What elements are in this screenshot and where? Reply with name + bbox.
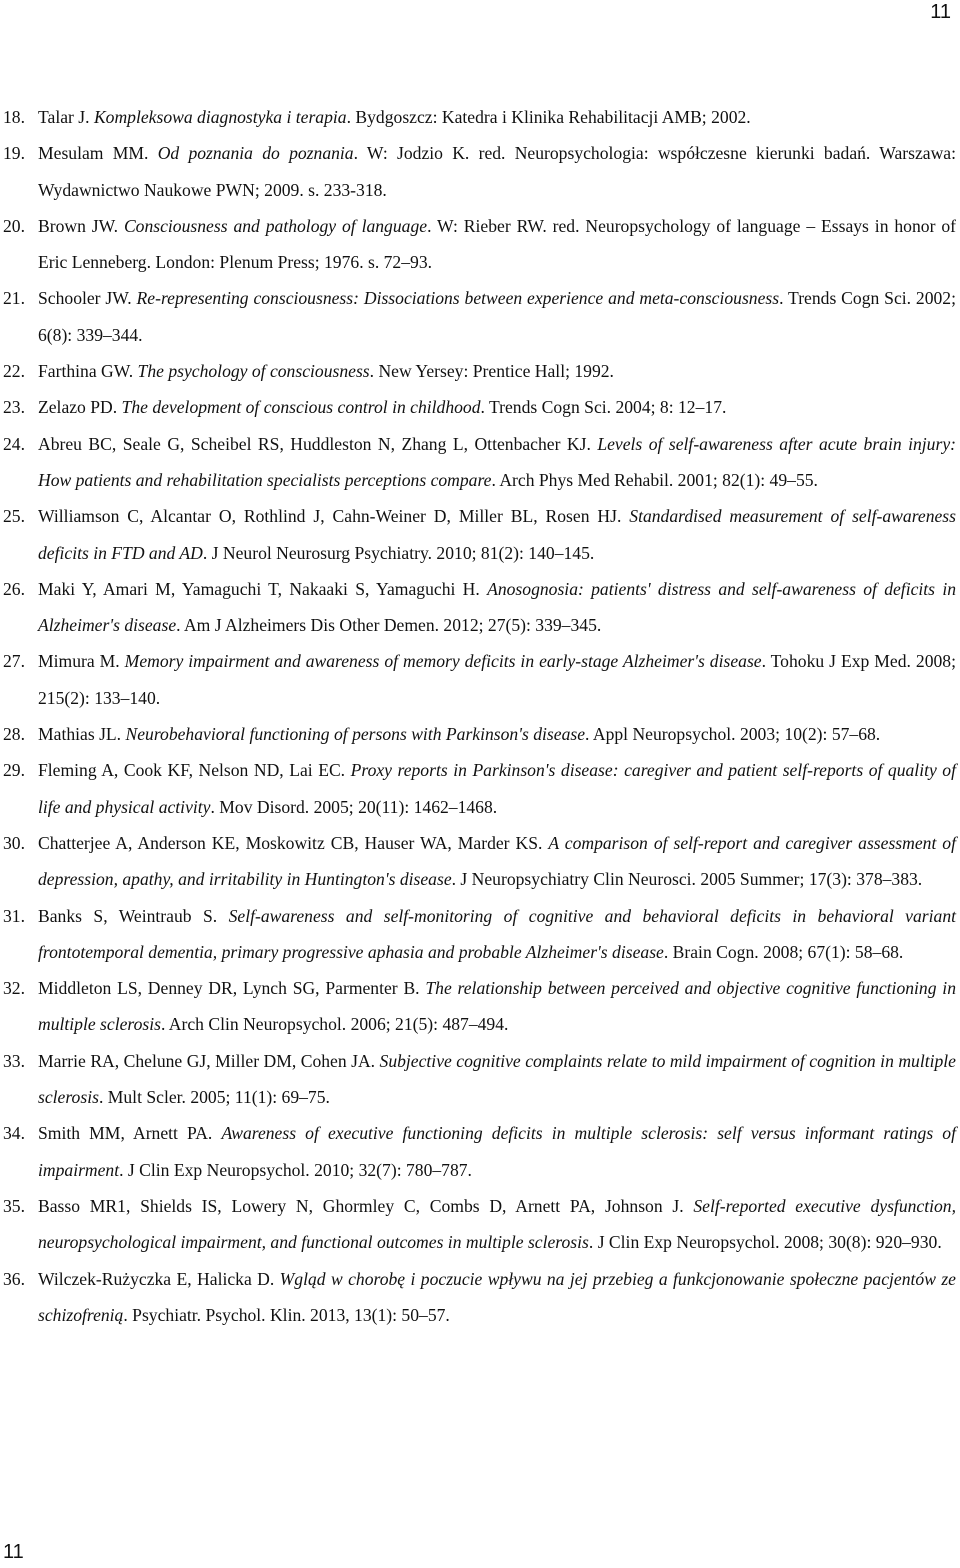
reference-number: 30. [3, 832, 25, 853]
reference-item [0, 208, 956, 281]
reference-source: . Am J Alzheimers Dis Other Demen. 2012; 27(5): 339–345. [176, 615, 602, 636]
reference-number: 21. [3, 288, 25, 309]
reference-title: Od poznania do poznania [157, 143, 354, 164]
reference-authors: Basso MR1, Shields IS, Lowery N, Ghormley C, Combs D, Arnett PA, Johnson J. [38, 1195, 694, 1216]
reference-title: The psychology of consciousness [137, 361, 370, 382]
reference-title: Consciousness and pathology of language [123, 215, 428, 236]
reference-item [0, 1043, 956, 1116]
reference-number: 24. [3, 433, 25, 454]
page-number-bottom: 11 [3, 1541, 24, 1563]
reference-item [0, 970, 956, 1043]
reference-title: Neurobehavioral functioning of persons with Parkinson's disease [125, 724, 586, 745]
reference-item [0, 135, 956, 208]
reference-authors: Maki Y, Amari M, Yamaguchi T, Nakaaki S, Yamaguchi H. [38, 578, 488, 599]
reference-source: . W: Rieber RW. red. Neuropsychology of language – Essays in honor of Eric Lenneberg. London: Plenum Press; 1976. s. 72–93. [38, 215, 956, 273]
reference-title: Awareness of executive functioning deficits in multiple sclerosis: self versus informant ratings of impairment [38, 1123, 956, 1180]
reference-number: 34. [3, 1123, 25, 1144]
reference-source: . Arch Clin Neuropsychol. 2006; 21(5): 487–494. [160, 1014, 509, 1035]
reference-authors: Mesulam MM. [38, 143, 158, 164]
reference-authors: Williamson C, Alcantar O, Rothlind J, Cahn-Weiner D, Miller BL, Rosen HJ. [38, 506, 630, 527]
reference-authors: Brown JW. [38, 215, 124, 236]
reference-source: . Psychiatr. Psychol. Klin. 2013, 13(1): 50–57. [123, 1304, 450, 1325]
reference-title: The relationship between perceived and objective cognitive functioning in multiple sclerosis [38, 978, 956, 1035]
reference-number: 28. [3, 724, 25, 745]
reference-title: Standardised measurement of self-awareness deficits in FTD and AD [38, 506, 956, 563]
reference-number: 27. [3, 651, 25, 672]
reference-authors: Wilczek-Rużyczka E, Halicka D. [38, 1268, 280, 1289]
reference-number: 22. [3, 361, 25, 382]
reference-source: . J Neurol Neurosurg Psychiatry. 2010; 81(2): 140–145. [202, 542, 595, 563]
reference-number: 36. [3, 1268, 25, 1289]
reference-authors: Abreu BC, Seale G, Scheibel RS, Huddleston N, Zhang L, Ottenbacher KJ. [38, 433, 598, 454]
reference-item [0, 498, 956, 571]
reference-authors: Chatterjee A, Anderson KE, Moskowitz CB, Hauser WA, Marder KS. [38, 832, 549, 853]
reference-number: 35. [3, 1195, 25, 1216]
reference-source: . Tohoku J Exp Med. 2008; 215(2): 133–140. [38, 651, 956, 708]
reference-number: 20. [3, 215, 25, 236]
reference-number: 32. [3, 978, 25, 999]
reference-title: Memory impairment and awareness of memory deficits in early-stage Alzheimer's disease [124, 651, 762, 672]
reference-title: Kompleksowa diagnostyka i terapia [93, 107, 347, 127]
reference-list [0, 99, 956, 1333]
reference-number: 26. [3, 578, 25, 599]
reference-authors: Fleming A, Cook KF, Nelson ND, Lai EC. [38, 760, 351, 781]
reference-title: Wgląd w chorobę i poczucie wpływu na jej przebieg a funkcjonowanie społeczne pacjentów ze schizofrenią [38, 1268, 956, 1325]
reference-source: . Mult Scler. 2005; 11(1): 69–75. [98, 1087, 330, 1108]
reference-item [0, 99, 956, 135]
reference-title: The development of conscious control in childhood [121, 397, 481, 418]
reference-authors: Marrie RA, Chelune GJ, Miller DM, Cohen JA. [38, 1050, 380, 1071]
reference-source: . W: Jodzio K. red. Neuropsychologia: współczesne kierunki badań. Warszawa: Wydawnictwo Naukowe PWN; 2009. s. 233-318. [38, 143, 956, 200]
reference-source: . Trends Cogn Sci. 2004; 8: 12–17. [480, 397, 727, 418]
reference-number: 19. [3, 143, 25, 164]
reference-source: . Trends Cogn Sci. 2002; 6(8): 339–344. [38, 288, 956, 345]
reference-source: . New Yersey: Prentice Hall; 1992. [369, 361, 614, 382]
reference-number: 29. [3, 760, 25, 781]
reference-source: . Arch Phys Med Rehabil. 2001; 82(1): 49–55. [491, 469, 818, 490]
reference-number: 33. [3, 1050, 25, 1071]
reference-title: Self-awareness and self-monitoring of cognitive and behavioral deficits in behavioral variant frontotemporal dementia, primary progressive aphasia and probable Alzheimer's disease [38, 905, 957, 962]
reference-number: 25. [3, 506, 25, 527]
reference-authors: Banks S, Weintraub S. [38, 905, 229, 926]
reference-item [0, 752, 956, 825]
reference-source: . J Neuropsychiatry Clin Neurosci. 2005 Summer; 17(3): 378–383. [451, 869, 923, 890]
reference-title: Subjective cognitive complaints relate to mild impairment of cognition in multiple sclerosis [38, 1050, 956, 1108]
reference-item [0, 825, 956, 898]
reference-authors: Middleton LS, Denney DR, Lynch SG, Parmenter B. [38, 978, 426, 999]
reference-item [0, 280, 956, 353]
reference-source: . Brain Cogn. 2008; 67(1): 58–68. [663, 941, 904, 962]
reference-title: Proxy reports in Parkinson's disease: caregiver and patient self-reports of quality of life and physical activity [38, 760, 956, 817]
reference-item [0, 1261, 956, 1334]
reference-item [0, 353, 956, 389]
reference-item [0, 643, 956, 716]
reference-item [0, 1115, 956, 1188]
reference-title: Self-reported executive dysfunction, neuropsychological impairment, and functional outcomes in multiple sclerosis [38, 1195, 956, 1253]
reference-title: Anosognosia: patients' distress and self-awareness of deficits in Alzheimer's disease [38, 578, 956, 636]
reference-authors: Smith MM, Arnett PA. [38, 1123, 222, 1144]
reference-title: Levels of self-awareness after acute brain injury: How patients and rehabilitation specialists perceptions compare [38, 433, 956, 490]
page-number-top: 11 [930, 1, 951, 23]
reference-source: . J Clin Exp Neuropsychol. 2008; 30(8): 920–930. [588, 1232, 942, 1253]
reference-title: A comparison of self-report and caregiver assessment of depression, apathy, and irritability in Huntington's disease [38, 832, 956, 890]
reference-authors: Farthina GW. [38, 361, 138, 382]
reference-source: . Appl Neuropsychol. 2003; 10(2): 57–68. [585, 724, 881, 745]
reference-authors: Mathias JL. [38, 724, 126, 745]
reference-authors: Mimura M. [38, 651, 125, 672]
reference-authors: Talar J. [38, 107, 94, 127]
reference-source: . J Clin Exp Neuropsychol. 2010; 32(7): 780–787. [119, 1159, 472, 1180]
reference-title: Re-representing consciousness: Dissociations between experience and meta-consciousness [136, 288, 780, 309]
reference-item [0, 1188, 956, 1261]
reference-item [0, 898, 956, 971]
reference-item [0, 716, 956, 752]
reference-source: . Bydgoszcz: Katedra i Klinika Rehabilitacji AMB; 2002. [346, 107, 751, 127]
reference-item [0, 389, 956, 425]
reference-number: 23. [3, 397, 25, 418]
reference-number: 18. [3, 107, 25, 127]
reference-authors: Zelazo PD. [38, 397, 122, 418]
reference-item [0, 571, 956, 644]
reference-item [0, 426, 956, 499]
reference-source: . Mov Disord. 2005; 20(11): 1462–1468. [210, 796, 498, 817]
reference-authors: Schooler JW. [38, 288, 137, 309]
reference-number: 31. [3, 905, 25, 926]
